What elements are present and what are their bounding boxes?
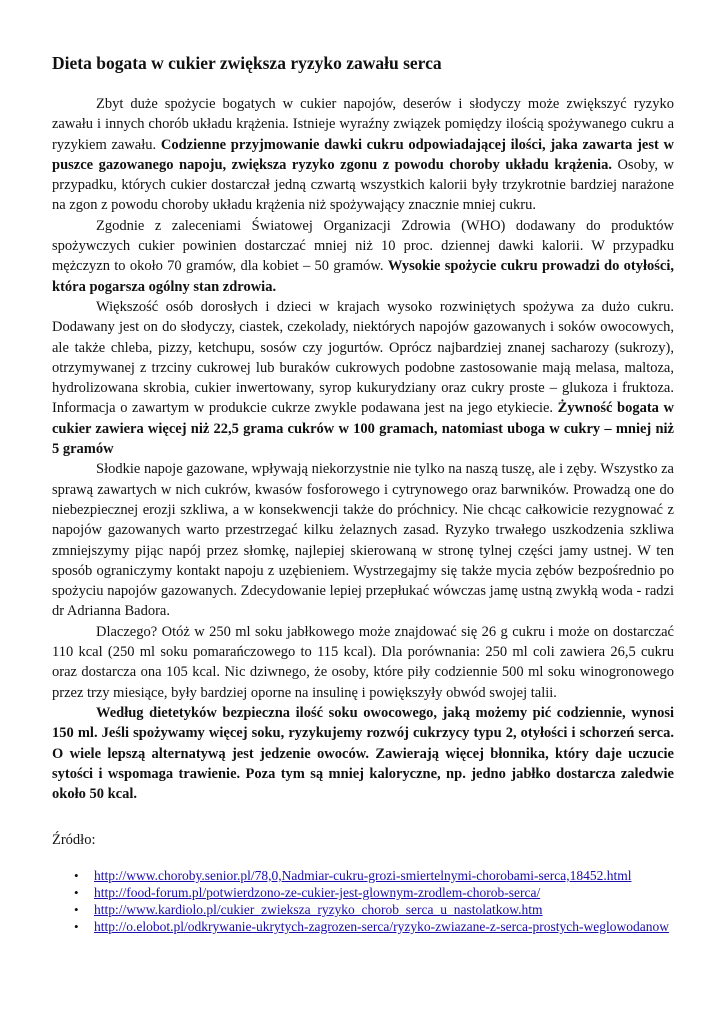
- text-run: Osoby, w przypadku, których cukier dostarczał jedną czwartą wszystkich kalorii były trzykrotnie bardziej narażone na zgon z powodu choroby układu krążenia niż spożywający znacznie mniej cukru.: [52, 156, 674, 214]
- article-paragraph: [52, 459, 674, 621]
- bullet-icon: •: [74, 901, 79, 917]
- bold-text: Codzienne przyjmowanie dawki cukru odpowiadającej ilości, jaka zawarta jest w puszce gazowanego napoju, zwiększa ryzyko zgonu z powodu choroby układu krążenia.: [52, 136, 674, 173]
- article-paragraph: [52, 297, 674, 459]
- text-run: Dlaczego? Otóż w 250 ml soku jabłkowego może znajdować się 26 g cukru i może on dostarczać 110 kcal (250 ml soku pomarańczowego to 115 kcal). Dla porównania: 250 ml coli zawiera 26,5 cukru oraz dostarcza ona 105 kcal. Nic dziwnego, że osoby, które piły codziennie 500 ml soku winogronowego przez trzy miesiące, były bardziej oporne na insulinę i powiększyły obwód swojej talii.: [52, 623, 674, 701]
- article-title: Dieta bogata w cukier zwiększa ryzyko zawału serca: [52, 53, 442, 73]
- text-run: Zbyt duże spożycie bogatych w cukier napojów, deserów i słodyczy może zwiększyć ryzyko zawału i innych chorób układu krążenia. Istnieje wyraźny związek pomiędzy ilością spożywanego cukru a ryzykiem zawału.: [52, 96, 674, 153]
- bullet-icon: •: [74, 867, 79, 883]
- source-list-item: [52, 867, 674, 884]
- bold-text: Żywność bogata w cukier zawiera więcej niż 22,5 grama cukrów w 100 gramach, natomiast uboga w cukry – mniej niż 5 gramów: [52, 400, 674, 458]
- source-link[interactable]: http://food-forum.pl/potwierdzono-ze-cukier-jest-glownym-zrodlem-chorob-serca/: [94, 884, 541, 900]
- bold-text: Według dietetyków bezpieczna ilość soku owocowego, jaką możemy pić codziennie, wynosi 150 ml. Jeśli spożywamy więcej soku, ryzykujemy rozwój cukrzycy typu 2, otyłości i schorzeń serca. O wiele lepszą alternatywą jest jedzenie owoców. Zawierają więcej błonnika, który daje uczucie sytości i wspomaga trawienie. Poza tym są mniej kaloryczne, np. jedno jabłko dostarcza zaledwie około 50 kcal.: [52, 704, 674, 803]
- article-paragraph: [52, 94, 674, 216]
- text-run: Słodkie napoje gazowane, wpływają niekorzystnie nie tylko na naszą tuszę, ale i zęby. Wszystko za sprawą zawartych w nich cukrów, kwasów fosforowego i cytrynowego oraz barwników. Prowadzą one do niebezpiecznej erozji szkliwa, a w konsekwencji także do próchnicy. Nie chcąc całkowicie rezygnować z napojów gazowanych warto przestrzegać kilku żelaznych zasad. Ryzyko trwałego uszkodzenia szkliwa zmniejszymy pijąc napój przez słomkę, najlepiej skierowaną w stronę tylnej części jamy ustnej. W ten sposób ograniczymy kontakt napoju z uzębieniem. Wystrzegajmy się także mycia zębów bezpośrednio po spożyciu napojów gazowanych. Zdecydowanie lepiej przepłukać wówczas jamę ustną zwykłą woda - radzi dr Adrianna Badora.: [52, 461, 674, 620]
- article-paragraph: [52, 703, 674, 804]
- source-label: Źródło:: [52, 832, 96, 849]
- source-link[interactable]: http://o.elobot.pl/odkrywanie-ukrytych-zagrozen-serca/ryzyko-zwiazane-z-serca-prostych-weglowodanow: [94, 918, 670, 934]
- source-list: [52, 867, 674, 935]
- article-paragraph: [52, 216, 674, 297]
- bold-text: Wysokie spożycie cukru prowadzi do otyłości, która pogarsza ogólny stan zdrowia.: [52, 258, 674, 295]
- bullet-icon: •: [74, 918, 79, 934]
- source-list-item: [52, 918, 674, 935]
- source-link[interactable]: http://www.choroby.senior.pl/78,0,Nadmiar-cukru-grozi-smiertelnymi-chorobami-serca,18452.html: [94, 867, 632, 883]
- source-list-item: [52, 884, 674, 901]
- article-body: [52, 94, 674, 804]
- text-run: Większość osób dorosłych i dzieci w krajach wysoko rozwiniętych spożywa za dużo cukru. Dodawany jest on do słodyczy, ciastek, czekolady, niektórych napojów gazowanych i soków owocowych, ale także chleba, pizzy, ketchupu, sosów czy jogurtów. Oprócz najbardziej znanej sacharozy (sukrozy), otrzymywanej z trzciny cukrowej lub buraków cukrowych podobne zastosowanie mają melasa, maltoza, hydrolizowana skrobia, cukier inwertowany, syrop kukurydziany oraz cukry proste – glukoza i fruktoza. Informacja o zawartym w produkcie cukrze zwykle podawana jest na jego etykiecie.: [52, 298, 674, 417]
- article-paragraph: [52, 622, 674, 703]
- text-run: Zgodnie z zaleceniami Światowej Organizacji Zdrowia (WHO) dodawany do produktów spożywczych cukier powinien dostarczać mniej niż 10 proc. dziennej dawki kalorii. W przypadku mężczyzn to około 70 gramów, dla kobiet – 50 gramów.: [52, 217, 674, 275]
- source-list-item: [52, 901, 674, 918]
- source-link[interactable]: http://www.kardiolo.pl/cukier_zwieksza_ryzyko_chorob_serca_u_nastolatkow.htm: [94, 901, 543, 917]
- document-page: [52, 44, 674, 935]
- bullet-icon: •: [74, 884, 79, 900]
